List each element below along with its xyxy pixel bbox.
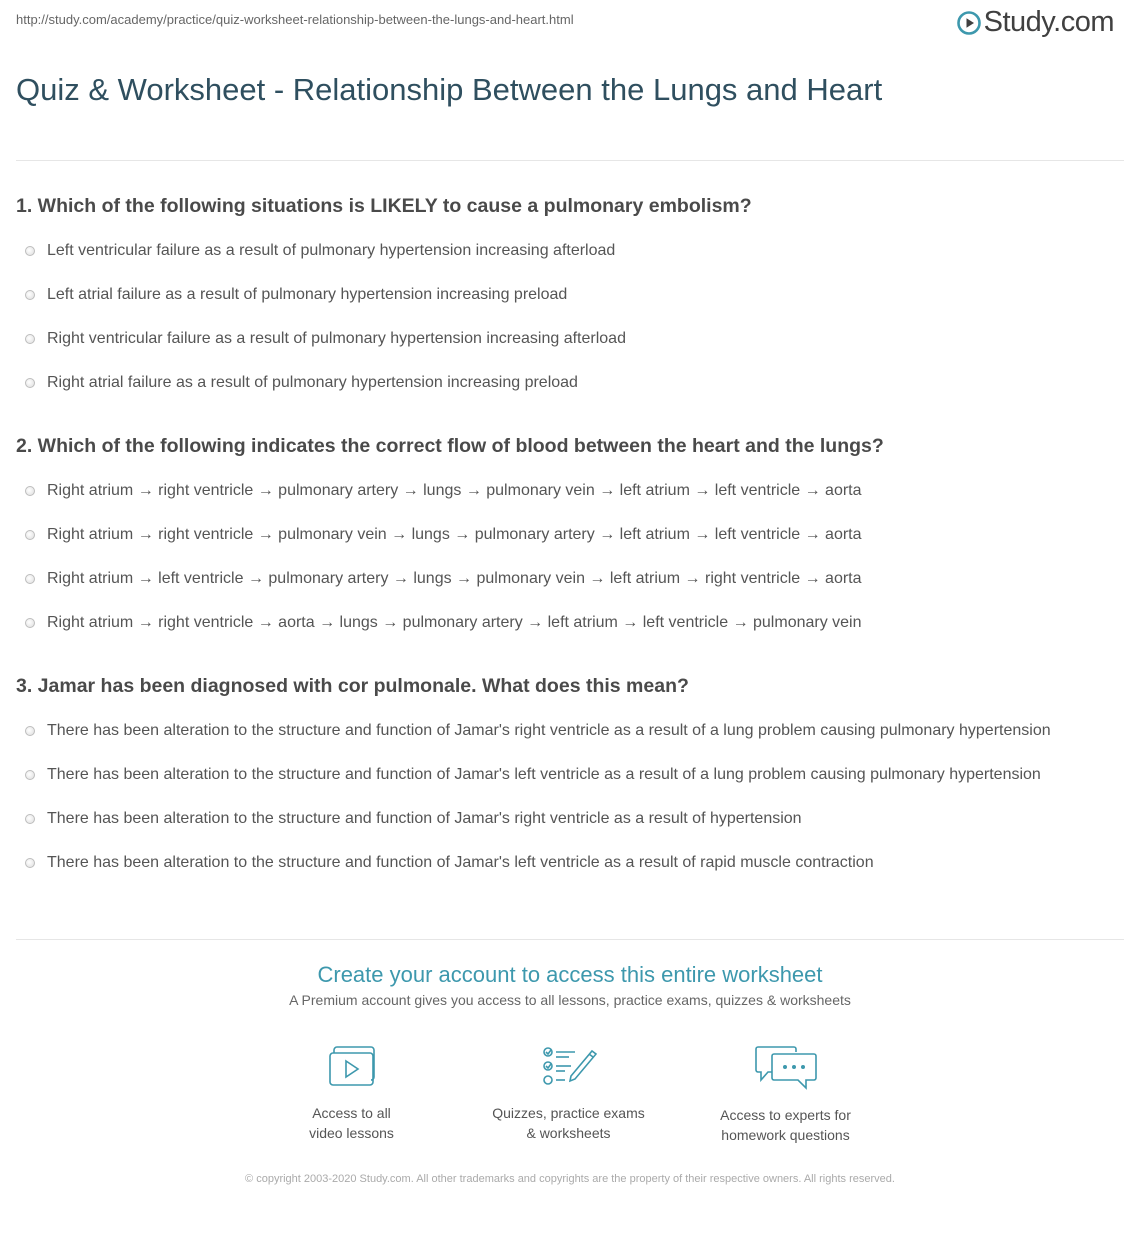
feature-experts (677, 1044, 894, 1145)
answer-option[interactable] (16, 761, 1124, 789)
option-label: Right atrial failure as a result of pulmonary hypertension increasing preload (47, 374, 578, 391)
answer-option[interactable] (16, 477, 1124, 505)
option-label: Right atrium → right ventricle → aorta → lungs → pulmonary artery → left atrium → left ventricle → pulmonary vein (47, 614, 862, 631)
divider (16, 160, 1124, 161)
radio-button[interactable] (25, 726, 35, 736)
signup-callout (0, 960, 1140, 1010)
question-text: 3. Jamar has been diagnosed with cor pulmonale. What does this mean? (16, 675, 689, 697)
radio-button[interactable] (25, 486, 35, 496)
radio-button[interactable] (25, 770, 35, 780)
radio-button[interactable] (25, 246, 35, 256)
option-label: Right atrium → left ventricle → pulmonary artery → lungs → pulmonary vein → left atrium → right ventricle → aorta (47, 570, 862, 587)
page-title: Quiz & Worksheet - Relationship Between the Lungs and Heart (16, 72, 883, 107)
play-circle-icon (957, 11, 981, 35)
answer-option[interactable] (16, 281, 1124, 309)
answer-options (16, 477, 1124, 637)
question-2 (16, 434, 1124, 637)
radio-button[interactable] (25, 378, 35, 388)
option-label: Right ventricular failure as a result of pulmonary hypertension increasing afterload (47, 330, 626, 347)
premium-features (243, 1044, 894, 1145)
option-label: There has been alteration to the structure and function of Jamar's right ventricle as a result of a lung problem causing pulmonary hypertension (47, 722, 1051, 739)
radio-button[interactable] (25, 814, 35, 824)
premium-description: A Premium account gives you access to all lessons, practice exams, quizzes & worksheets (289, 992, 851, 1008)
option-label: Left ventricular failure as a result of pulmonary hypertension increasing afterload (47, 242, 616, 259)
radio-button[interactable] (25, 334, 35, 344)
feature-video-lessons (243, 1044, 460, 1145)
feature-label: Access to experts for homework questions (720, 1107, 851, 1143)
video-lessons-icon (325, 1044, 379, 1088)
question-1 (16, 194, 1124, 397)
create-account-link[interactable]: Create your account to access this entire worksheet (317, 962, 823, 987)
copyright-footer: © copyright 2003-2020 Study.com. All other trademarks and copyrights are the property of their respective owners. All rights reserved. (245, 1173, 895, 1185)
radio-button[interactable] (25, 290, 35, 300)
answer-option[interactable] (16, 609, 1124, 637)
page-url: http://study.com/academy/practice/quiz-worksheet-relationship-between-the-lungs-and-heart.html (16, 12, 574, 27)
answer-option[interactable] (16, 521, 1124, 549)
option-label: Left atrial failure as a result of pulmonary hypertension increasing preload (47, 286, 568, 303)
study-logo[interactable] (957, 6, 1114, 39)
option-label: There has been alteration to the structure and function of Jamar's right ventricle as a result of hypertension (47, 810, 802, 827)
answer-options (16, 237, 1124, 397)
answer-option[interactable] (16, 369, 1124, 397)
option-label: There has been alteration to the structure and function of Jamar's left ventricle as a result of rapid muscle contraction (47, 854, 874, 871)
divider (16, 939, 1124, 940)
logo-text: Study.com (983, 6, 1114, 38)
answer-option[interactable] (16, 805, 1124, 833)
radio-button[interactable] (25, 530, 35, 540)
question-text: 1. Which of the following situations is LIKELY to cause a pulmonary embolism? (16, 195, 752, 217)
answer-option[interactable] (16, 565, 1124, 593)
question-text: 2. Which of the following indicates the correct flow of blood between the heart and the lungs? (16, 435, 884, 457)
chat-bubbles-icon (754, 1044, 818, 1090)
quiz-checklist-icon (541, 1044, 597, 1088)
option-label: Right atrium → right ventricle → pulmonary vein → lungs → pulmonary artery → left atrium → left ventricle → aorta (47, 526, 862, 543)
answer-option[interactable] (16, 717, 1124, 745)
radio-button[interactable] (25, 574, 35, 584)
question-3 (16, 674, 1124, 877)
radio-button[interactable] (25, 618, 35, 628)
answer-option[interactable] (16, 325, 1124, 353)
radio-button[interactable] (25, 858, 35, 868)
option-label: There has been alteration to the structure and function of Jamar's left ventricle as a result of a lung problem causing pulmonary hypertension (47, 766, 1041, 783)
feature-quizzes (460, 1044, 677, 1145)
answer-option[interactable] (16, 849, 1124, 877)
feature-label: Access to all video lessons (309, 1105, 394, 1141)
answer-options (16, 717, 1124, 877)
answer-option[interactable] (16, 237, 1124, 265)
feature-label: Quizzes, practice exams & worksheets (492, 1105, 645, 1141)
option-label: Right atrium → right ventricle → pulmonary artery → lungs → pulmonary vein → left atrium → left ventricle → aorta (47, 482, 862, 499)
